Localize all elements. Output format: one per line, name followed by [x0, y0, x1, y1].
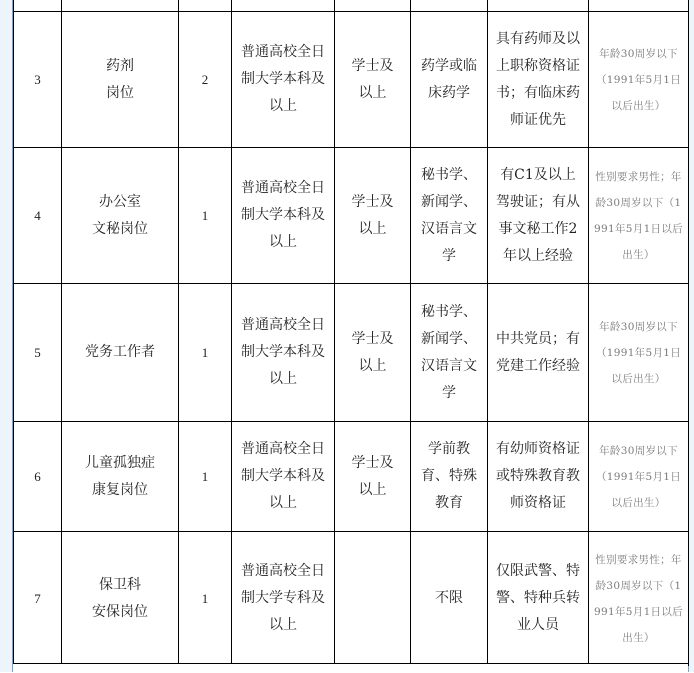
cell-major: 不限	[411, 532, 488, 666]
cell-age-requirement: 年龄30周岁以下（1991年5月1日以后出生）	[589, 284, 689, 422]
cell-blank	[62, 0, 179, 12]
cell-requirement: 仅限武警、特警、特种兵转业人员	[488, 532, 589, 666]
cell-major: 秘书学、新闻学、汉语言文学	[411, 148, 488, 284]
cell-degree: 学士及以上	[335, 422, 411, 532]
table-row	[14, 12, 689, 148]
cell-position: 儿童孤独症康复岗位	[62, 422, 179, 532]
cell-position: 党务工作者	[62, 284, 179, 422]
cell-education: 普通高校全日制大学本科及以上	[232, 148, 335, 284]
page-left-margin	[0, 0, 13, 672]
cell-position: 办公室 文秘岗位	[62, 148, 179, 284]
table-row	[14, 284, 689, 422]
cell-position: 保卫科 安保岗位	[62, 532, 179, 666]
cell-degree	[335, 532, 411, 666]
cell-count: 1	[179, 532, 232, 666]
cell-age-requirement: 性别要求男性；年龄30周岁以下（1991年5月1日以后出生）	[589, 532, 689, 666]
cell-requirement: 中共党员；有党建工作经验	[488, 284, 589, 422]
cell-number: 5	[14, 284, 62, 422]
cell-age-requirement: 年龄30周岁以下（1991年5月1日以后出生）	[589, 422, 689, 532]
cell-blank	[335, 0, 411, 12]
cell-major: 药学或临床药学	[411, 12, 488, 148]
table-row	[14, 148, 689, 284]
cell-count: 1	[179, 284, 232, 422]
cell-count: 1	[179, 148, 232, 284]
cell-age-requirement: 年龄30周岁以下（1991年5月1日以后出生）	[589, 12, 689, 148]
recruitment-table	[13, 0, 689, 666]
table-row	[14, 422, 689, 532]
table-row-partial	[14, 0, 689, 12]
cell-blank	[14, 0, 62, 12]
cell-blank	[488, 0, 589, 12]
cell-blank	[179, 0, 232, 12]
cell-number: 3	[14, 12, 62, 148]
cell-education: 普通高校全日制大学本科及以上	[232, 12, 335, 148]
cell-education: 普通高校全日制大学本科及以上	[232, 284, 335, 422]
cell-requirement: 有C1及以上驾驶证；有从事文秘工作2年以上经验	[488, 148, 589, 284]
cell-education: 普通高校全日制大学本科及以上	[232, 422, 335, 532]
cell-degree: 学士及以上	[335, 148, 411, 284]
cell-number: 6	[14, 422, 62, 532]
table-row	[14, 532, 689, 666]
cell-count: 1	[179, 422, 232, 532]
cell-degree: 学士及以上	[335, 284, 411, 422]
cell-major: 学前教育、特殊教育	[411, 422, 488, 532]
cell-number: 7	[14, 532, 62, 666]
cell-requirement: 有幼师资格证或特殊教育教师资格证	[488, 422, 589, 532]
cell-count: 2	[179, 12, 232, 148]
cell-blank	[232, 0, 335, 12]
cell-position: 药剂 岗位	[62, 12, 179, 148]
cell-number: 4	[14, 148, 62, 284]
cell-blank	[589, 0, 689, 12]
cell-education: 普通高校全日制大学专科及以上	[232, 532, 335, 666]
cell-major: 秘书学、新闻学、汉语言文学	[411, 284, 488, 422]
cell-blank	[411, 0, 488, 12]
cell-age-requirement: 性别要求男性；年龄30周岁以下（1991年5月1日以后出生）	[589, 148, 689, 284]
cell-degree: 学士及以上	[335, 12, 411, 148]
cell-requirement: 具有药师及以上职称资格证书；有临床药师证优先	[488, 12, 589, 148]
